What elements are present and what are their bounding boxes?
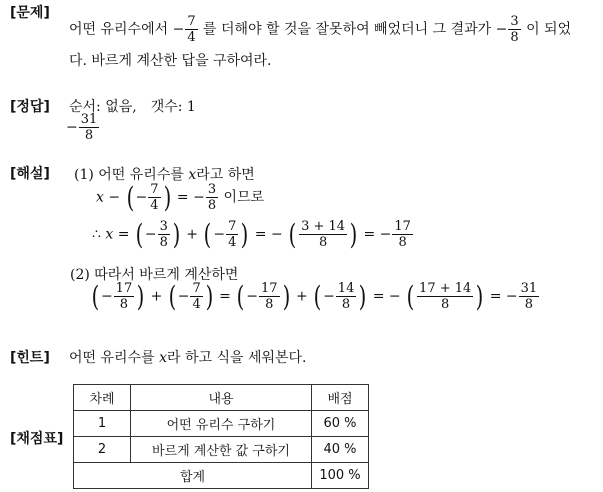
fraction: $\frac{3 + 14}{8}$: [301, 219, 346, 250]
hint-text: 어떤 유리수를 x라 하고 식을 세워본다.: [69, 350, 307, 366]
answer-line-1: 순서: 없음, 갯수: 1: [69, 99, 196, 115]
row-points: 60 %: [312, 411, 369, 437]
minus-sign: −: [495, 21, 508, 38]
solution-equation-2: ∴ x = ( − $\frac{3}{8}$ ) + ( − $\frac{7}{4}$ ) = − ( $\frac{3 + 14}{8}$ ) = − $\frac{17}{8}$: [92, 217, 411, 251]
table-row: [74, 411, 369, 437]
answer-fraction: $\frac{31}{8}$: [80, 112, 98, 143]
row-points: 40 %: [312, 437, 369, 463]
problem-fraction-2: $\frac{3}{8}$: [510, 14, 519, 45]
fraction: $\frac{14}{8}$: [337, 281, 355, 312]
problem-text-post: 이 되었: [526, 21, 572, 38]
table-header-row: [74, 385, 369, 411]
problem-text-mid: 를 더해야 할 것을 잘못하여 빼었더니 그 결과가: [203, 21, 492, 38]
total-points: 100 %: [312, 463, 369, 489]
problem-line-2: 다. 바르게 계산한 답을 구하여라.: [69, 53, 272, 69]
fraction: $\frac{17}{8}$: [261, 281, 278, 312]
row-content: 바르게 계산한 값 구하기: [131, 437, 312, 463]
hint-header: [힌트]: [10, 350, 50, 366]
table-row: [74, 437, 369, 463]
column-header-points: 배점: [312, 385, 369, 411]
fraction: $\frac{7}{4}$: [192, 281, 201, 312]
problem-line-1: [69, 14, 571, 45]
fraction: $\frac{3}{8}$: [207, 182, 217, 213]
solution-equation-1: x − ( − $\frac{7}{4}$ ) = − $\frac{3}{8}$ 이므로: [96, 180, 265, 214]
problem-text-pre: 어떤 유리수에서: [69, 21, 169, 38]
answer-header: [정답]: [10, 99, 50, 115]
row-order: 1: [74, 411, 131, 437]
problem-header: [문제]: [10, 5, 50, 21]
problem-fraction-1: $\frac{7}{4}$: [187, 14, 196, 45]
fraction: $\frac{17 + 14}{8}$: [419, 281, 472, 312]
scoring-header: [채점표]: [10, 431, 64, 447]
fraction: $\frac{3}{8}$: [159, 219, 168, 250]
solution-step-2: (2) 따라서 바르게 계산하면: [70, 267, 239, 283]
row-order: 2: [74, 437, 131, 463]
scoring-table: [73, 384, 369, 489]
solution-step-1: (1) 어떤 유리수를 x라고 하면: [74, 167, 255, 183]
column-header-content: 내용: [131, 385, 312, 411]
total-label: 합계: [74, 463, 312, 489]
fraction: $\frac{7}{4}$: [228, 219, 237, 250]
fraction: $\frac{17}{8}$: [394, 219, 411, 250]
fraction: $\frac{17}{8}$: [115, 281, 133, 312]
column-header-order: 차례: [74, 385, 131, 411]
minus-sign: −: [172, 21, 185, 38]
fraction: $\frac{31}{8}$: [520, 281, 538, 312]
row-content: 어떤 유리수 구하기: [131, 411, 312, 437]
solution-equation-3: ( − $\frac{17}{8}$ ) + ( − $\frac{7}{4}$ ) = ( − $\frac{17}{8}$ ) + ( − $\frac{14}{8}$ ) = − ( $\frac{17 + 14}{8}$ ) = − $\frac{31}{8}$: [91, 279, 538, 313]
solution-header: [해설]: [10, 166, 50, 182]
minus-sign: −: [66, 119, 78, 136]
fraction: $\frac{7}{4}$: [150, 182, 159, 213]
table-total-row: [74, 463, 369, 489]
answer-value: [66, 112, 100, 143]
